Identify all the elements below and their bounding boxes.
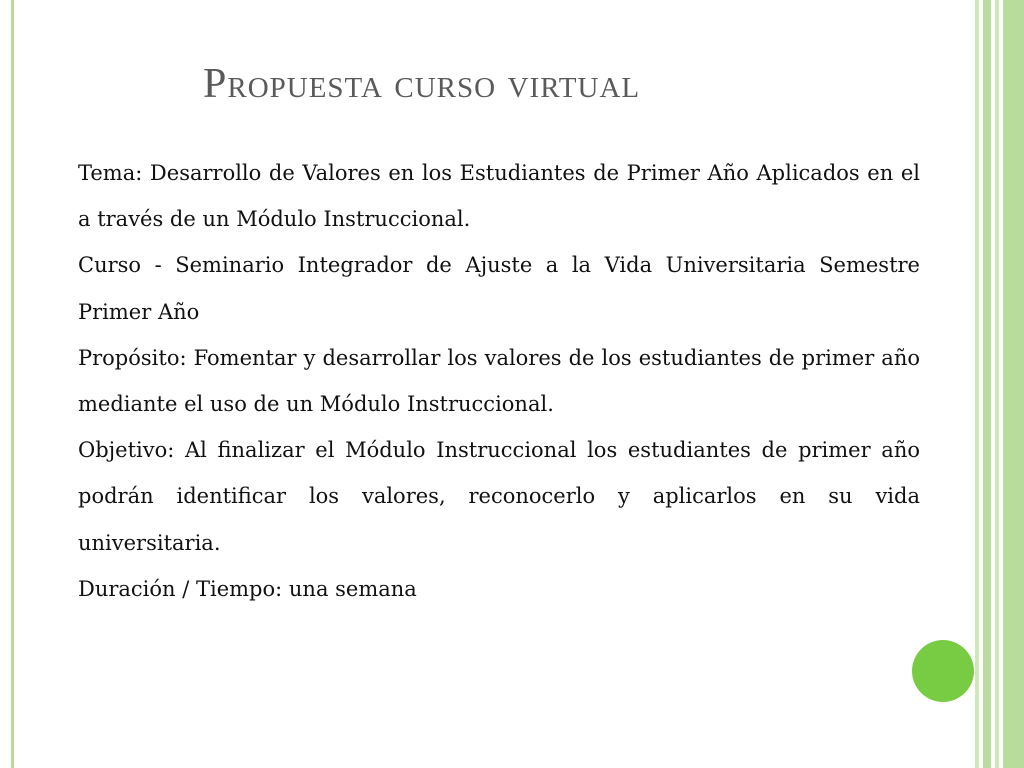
slide-body <box>78 150 920 612</box>
paragraph-curso: Curso - Seminario Integrador de Ajuste a la Vida Universitaria Semestre Primer Año <box>78 253 920 324</box>
right-decorative-stripe <box>983 0 991 768</box>
right-decorative-stripe <box>975 0 979 768</box>
left-decorative-line <box>11 0 14 768</box>
right-decorative-stripe <box>995 0 999 768</box>
decorative-green-circle <box>912 640 974 702</box>
paragraph-tema: Tema: Desarrollo de Valores en los Estudiantes de Primer Año Aplicados en el a través de un Módulo Instruccional. <box>78 161 920 232</box>
paragraph-objetivo: Objetivo: Al finalizar el Módulo Instruccional los estudiantes de primer año podrán identificar los valores, reconocerlo y aplicarlos en su vida universitaria. <box>78 438 920 555</box>
right-decorative-stripe <box>1003 0 1024 768</box>
slide-title: Propuesta curso virtual <box>203 61 641 107</box>
paragraph-duracion: Duración / Tiempo: una semana <box>78 576 417 601</box>
paragraph-proposito: Propósito: Fomentar y desarrollar los valores de los estudiantes de primer año mediante el uso de un Módulo Instruccional. <box>78 345 920 417</box>
